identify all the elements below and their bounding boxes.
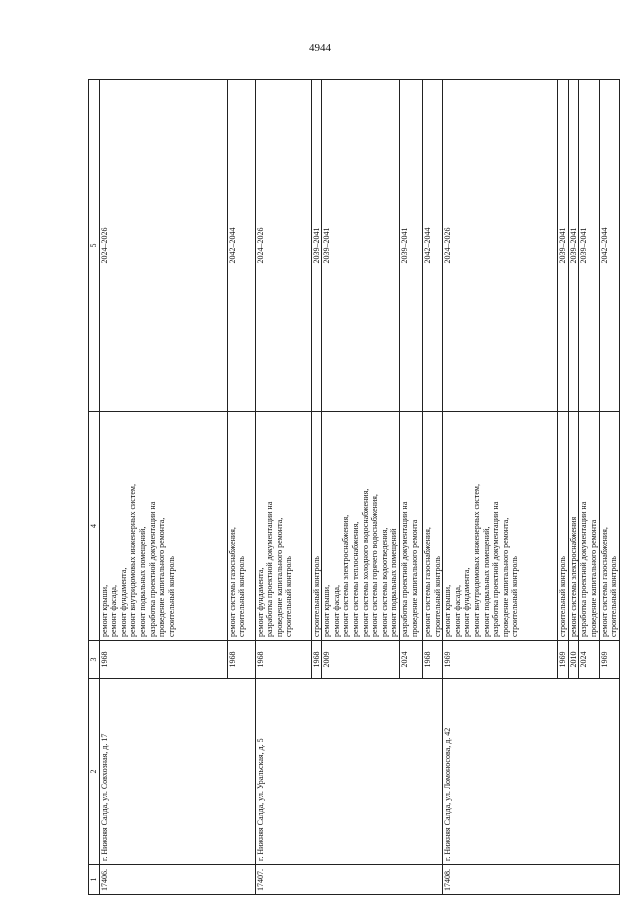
work-item: ремонт фундамента, — [462, 567, 472, 637]
repair-period: 2042–2044 — [227, 80, 255, 412]
work-item: разработка проектной документации на — [399, 501, 409, 637]
column-header: 2 — [89, 679, 100, 865]
object-address: г. Нижняя Салда, ул. Уральская, д. 5 — [255, 679, 443, 865]
work-item: строительный контроль — [609, 556, 619, 637]
work-item: ремонт внутридомовых инженерных систем, — [471, 484, 481, 637]
work-item: ремонт системы водоотведения, — [379, 527, 389, 637]
work-item: ремонт фундамента, — [118, 567, 128, 637]
work-item: ремонт системы электроснабжения, — [341, 514, 351, 637]
repair-period: 2039–2041 — [558, 80, 569, 412]
table-body — [99, 80, 619, 895]
work-item: ремонт фундамента, — [255, 567, 265, 637]
repair-year: 2010 — [568, 641, 579, 679]
repair-works — [255, 412, 311, 641]
column-header: 3 — [89, 641, 100, 679]
work-item: ремонт внутридомовых инженерных систем, — [128, 484, 138, 637]
work-item: разработка проектной документации на — [579, 501, 589, 637]
repair-year: 1969 — [599, 641, 619, 679]
repair-works — [579, 412, 599, 641]
work-item: ремонт системы газоснабжения, — [422, 527, 432, 637]
work-item: строительный контроль — [166, 556, 176, 637]
repair-works — [422, 412, 442, 641]
repair-period: 2042–2044 — [422, 80, 442, 412]
repair-works — [227, 412, 255, 641]
work-item: разработка проектной документации на — [265, 501, 275, 637]
repair-year: 1968 — [255, 641, 311, 679]
repair-period: 2039–2041 — [311, 80, 322, 412]
rotated-sheet — [88, 80, 619, 895]
work-item: ремонт подвальных помещений, — [481, 526, 491, 637]
object-number: 17406. — [99, 865, 255, 895]
repair-year: 1968 — [422, 641, 442, 679]
work-item: проведение капитального ремонта — [409, 519, 419, 637]
work-item: ремонт подвальных помещений — [389, 528, 399, 637]
repair-year: 1968 — [227, 641, 255, 679]
repair-year: 1968 — [311, 641, 322, 679]
repair-year: 1968 — [99, 641, 227, 679]
repair-period: 2024–2026 — [443, 80, 558, 412]
column-number-row — [89, 80, 100, 895]
repair-works — [558, 412, 569, 641]
work-item: строительный контроль — [311, 556, 321, 637]
object-number: 17407. — [255, 865, 443, 895]
repair-works — [568, 412, 579, 641]
work-item: ремонт крыши, — [443, 584, 453, 637]
column-header: 5 — [89, 80, 100, 412]
work-item: ремонт системы электроснабжения — [568, 516, 578, 637]
work-item: ремонт системы холодного водоснабжения, — [360, 488, 370, 637]
table-row — [443, 80, 558, 895]
repair-period: 2039–2041 — [579, 80, 599, 412]
repair-year: 1969 — [558, 641, 569, 679]
repair-period: 2039–2041 — [568, 80, 579, 412]
repair-works — [399, 412, 422, 641]
work-item: разработка проектной документации на — [491, 501, 501, 637]
repair-period: 2024–2026 — [99, 80, 227, 412]
work-item: ремонт крыши, — [99, 584, 109, 637]
repair-period: 2039–2041 — [399, 80, 422, 412]
work-item: ремонт фасада, — [331, 585, 341, 637]
work-item: ремонт системы теплоснабжения, — [350, 521, 360, 637]
repair-schedule-table — [88, 79, 620, 895]
work-item: ремонт системы газоснабжения, — [599, 527, 609, 637]
work-item: строительный контроль — [558, 556, 568, 637]
repair-works — [599, 412, 619, 641]
object-number: 17408. — [443, 865, 620, 895]
table-row — [99, 80, 227, 895]
work-item: строительный контроль — [284, 556, 294, 637]
work-item: ремонт подвальных помещений, — [137, 526, 147, 637]
repair-period: 2042–2044 — [599, 80, 619, 412]
object-address: г. Нижняя Салда, ул. Ломоносова, д. 42 — [443, 679, 620, 865]
repair-year: 2009 — [322, 641, 400, 679]
repair-period: 2024–2026 — [255, 80, 311, 412]
work-item: ремонт фасада, — [452, 585, 462, 637]
repair-year: 2024 — [399, 641, 422, 679]
repair-year: 1969 — [443, 641, 558, 679]
work-item: строительный контроль — [510, 556, 520, 637]
page-number: 4944 — [309, 42, 331, 54]
table-row — [255, 80, 311, 895]
work-item: проведение капитального ремонта, — [157, 517, 167, 637]
work-item: разработка проектной документации на — [147, 501, 157, 637]
work-item: проведение капитального ремонта, — [274, 517, 284, 637]
work-item: ремонт системы газоснабжения, — [227, 527, 237, 637]
repair-works — [311, 412, 322, 641]
column-header: 1 — [89, 865, 100, 895]
object-address: г. Нижняя Салда, ул. Совхозная, д. 17 — [99, 679, 255, 865]
work-item: проведение капитального ремонта — [588, 519, 598, 637]
repair-works — [443, 412, 558, 641]
repair-works — [99, 412, 227, 641]
work-item: ремонт фасада, — [109, 585, 119, 637]
work-item: проведение капитального ремонта, — [500, 517, 510, 637]
repair-works — [322, 412, 400, 641]
work-item: строительный контроль — [237, 556, 247, 637]
repair-year: 2024 — [579, 641, 599, 679]
repair-period: 2039–2041 — [322, 80, 400, 412]
work-item: ремонт крыши, — [322, 584, 332, 637]
work-item: строительный контроль — [432, 556, 442, 637]
work-item: ремонт системы горячего водоснабжения, — [370, 494, 380, 637]
column-header: 4 — [89, 412, 100, 641]
